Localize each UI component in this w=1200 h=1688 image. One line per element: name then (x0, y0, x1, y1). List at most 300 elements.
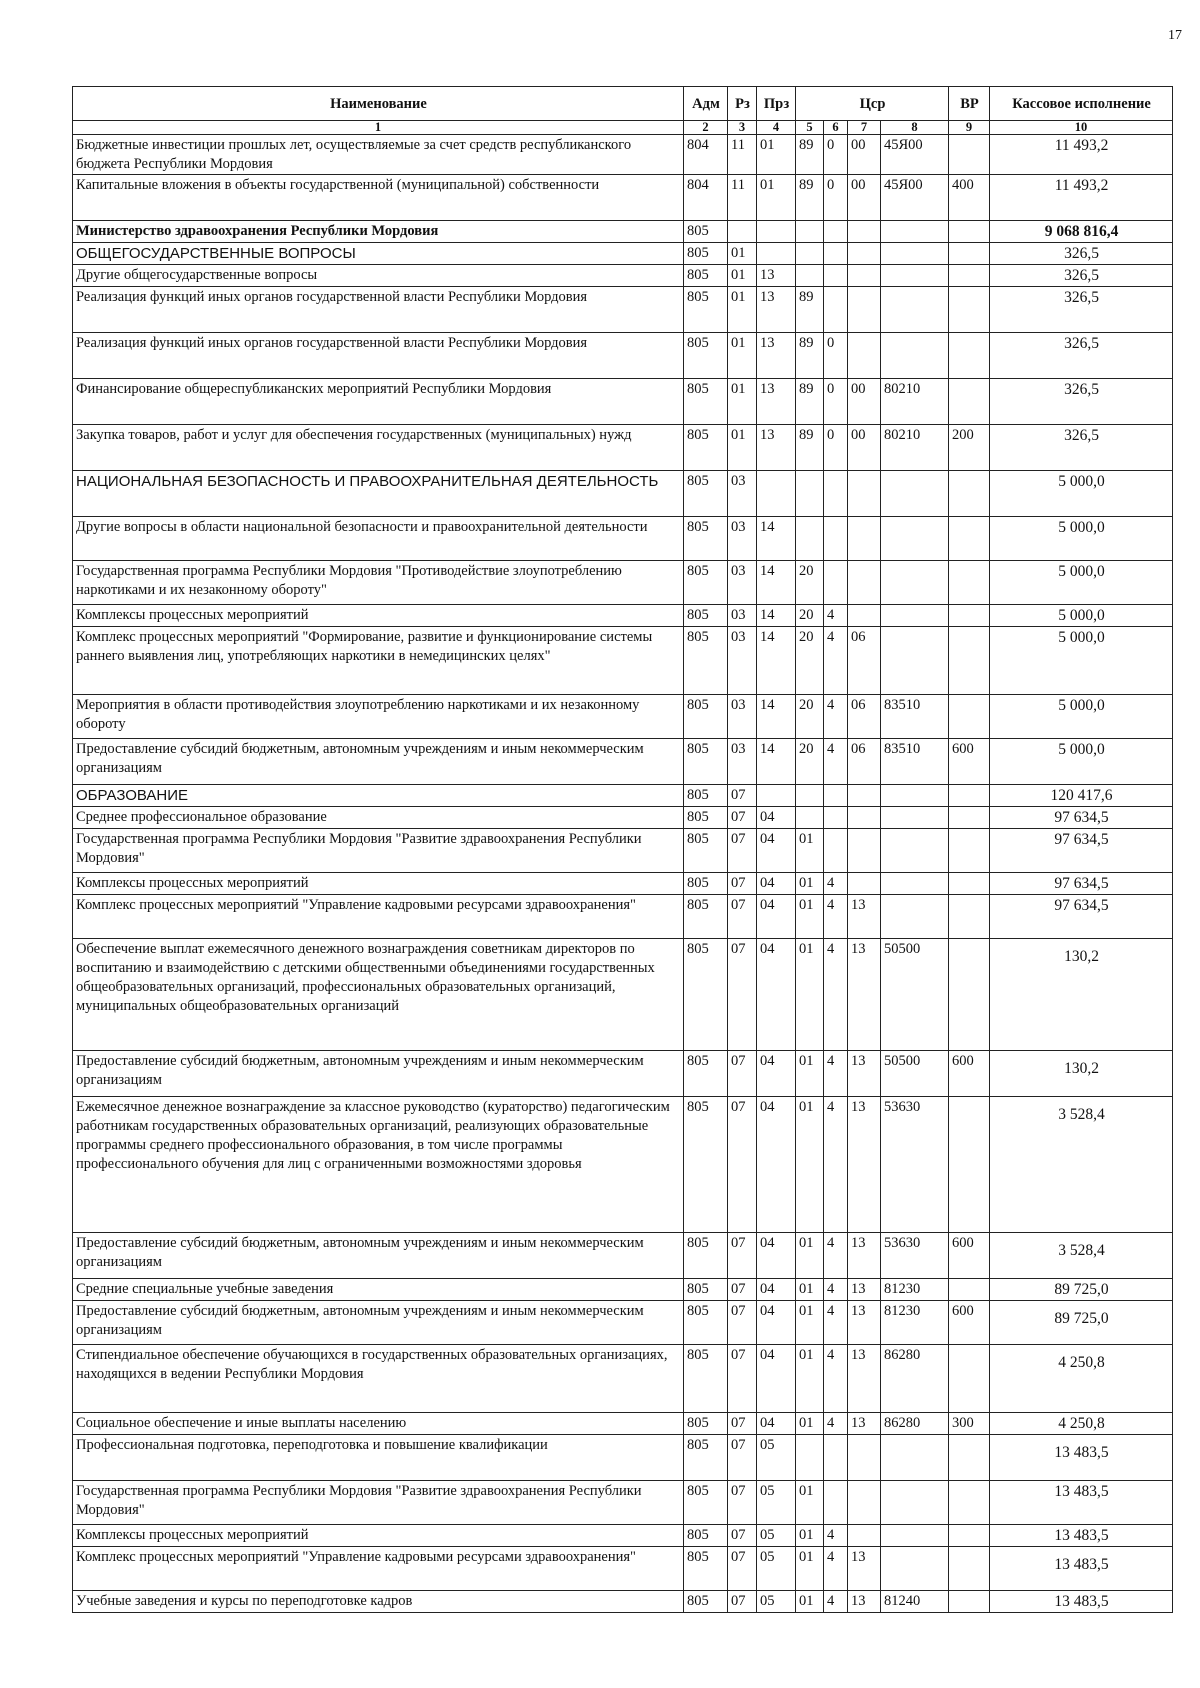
row-csr-direction (881, 221, 949, 243)
row-amount: 5 000,0 (990, 605, 1173, 627)
row-prz: 14 (757, 627, 796, 695)
row-csr-type: 4 (824, 1279, 848, 1301)
row-name: Стипендиальное обеспечение обучающихся в государственных образовательных организациях, находящихся в ведении Республики Мордовия (73, 1345, 684, 1413)
column-number: 3 (728, 121, 757, 135)
row-csr-direction (881, 605, 949, 627)
row-adm: 805 (684, 265, 728, 287)
table-row (73, 1301, 1173, 1345)
row-name: Комплекс процессных мероприятий "Управление кадровыми ресурсами здравоохранения" (73, 895, 684, 939)
row-csr-subprogram: 13 (848, 1233, 881, 1279)
row-vr (949, 1279, 990, 1301)
row-csr-type: 4 (824, 1097, 848, 1233)
row-adm: 805 (684, 739, 728, 785)
row-prz (757, 243, 796, 265)
column-number: 2 (684, 121, 728, 135)
row-csr-subprogram: 13 (848, 1097, 881, 1233)
row-csr-subprogram: 13 (848, 1591, 881, 1613)
row-csr-program: 01 (796, 873, 824, 895)
row-vr (949, 695, 990, 739)
row-rz: 07 (728, 1301, 757, 1345)
row-csr-subprogram: 13 (848, 1547, 881, 1591)
row-name: Государственная программа Республики Мордовия "Развитие здравоохранения Республики Мордовия" (73, 829, 684, 873)
row-prz: 13 (757, 333, 796, 379)
row-csr-subprogram (848, 265, 881, 287)
row-vr: 600 (949, 1301, 990, 1345)
row-csr-direction (881, 243, 949, 265)
row-name: Среднее профессиональное образование (73, 807, 684, 829)
row-vr (949, 1435, 990, 1481)
row-prz: 05 (757, 1481, 796, 1525)
row-csr-direction (881, 807, 949, 829)
table-row (73, 1097, 1173, 1233)
row-prz: 13 (757, 287, 796, 333)
row-csr-direction: 83510 (881, 695, 949, 739)
row-vr (949, 287, 990, 333)
row-prz: 04 (757, 807, 796, 829)
row-rz: 01 (728, 265, 757, 287)
row-csr-direction: 53630 (881, 1097, 949, 1233)
budget-table (72, 86, 1173, 1613)
table-row (73, 1233, 1173, 1279)
row-prz: 14 (757, 739, 796, 785)
row-vr (949, 895, 990, 939)
row-adm: 805 (684, 1547, 728, 1591)
table-row (73, 287, 1173, 333)
row-adm: 805 (684, 627, 728, 695)
row-csr-direction (881, 333, 949, 379)
table-row (73, 265, 1173, 287)
row-rz: 07 (728, 807, 757, 829)
row-csr-direction (881, 1547, 949, 1591)
row-name: Средние специальные учебные заведения (73, 1279, 684, 1301)
row-amount: 97 634,5 (990, 873, 1173, 895)
row-csr-direction: 80210 (881, 425, 949, 471)
row-amount: 13 483,5 (990, 1591, 1173, 1613)
row-prz: 05 (757, 1547, 796, 1591)
row-csr-type: 0 (824, 175, 848, 221)
row-amount: 326,5 (990, 265, 1173, 287)
row-prz: 13 (757, 265, 796, 287)
column-number: 4 (757, 121, 796, 135)
row-name: Закупка товаров, работ и услуг для обеспечения государственных (муниципальных) нужд (73, 425, 684, 471)
row-csr-program: 89 (796, 333, 824, 379)
row-csr-type (824, 1481, 848, 1525)
row-vr (949, 785, 990, 807)
row-rz: 01 (728, 425, 757, 471)
row-rz: 07 (728, 873, 757, 895)
row-csr-subprogram (848, 243, 881, 265)
row-vr (949, 265, 990, 287)
row-csr-program (796, 517, 824, 561)
column-number: 9 (949, 121, 990, 135)
row-csr-type: 4 (824, 895, 848, 939)
header-name: Наименование (73, 87, 684, 121)
row-vr (949, 471, 990, 517)
row-csr-program: 20 (796, 695, 824, 739)
row-csr-subprogram (848, 829, 881, 873)
column-number: 5 (796, 121, 824, 135)
row-rz: 11 (728, 135, 757, 175)
row-csr-type (824, 785, 848, 807)
row-csr-subprogram: 13 (848, 1345, 881, 1413)
row-csr-type (824, 1435, 848, 1481)
row-csr-type (824, 243, 848, 265)
row-name: Обеспечение выплат ежемесячного денежного вознаграждения советникам директоров по воспитанию и взаимодействию с детскими общественными объединениями государственных общеобразовательных организаций, профессиональных образовательных организаций, муниципальных общеобразовательных организаций (73, 939, 684, 1051)
row-csr-program: 01 (796, 1591, 824, 1613)
row-adm: 805 (684, 829, 728, 873)
row-csr-program (796, 243, 824, 265)
table-row (73, 379, 1173, 425)
table-row (73, 333, 1173, 379)
row-csr-program: 01 (796, 1345, 824, 1413)
row-prz: 04 (757, 829, 796, 873)
row-csr-subprogram: 00 (848, 425, 881, 471)
row-adm: 805 (684, 785, 728, 807)
row-name: Предоставление субсидий бюджетным, автономным учреждениям и иным некоммерческим организациям (73, 1301, 684, 1345)
table-row (73, 1591, 1173, 1613)
row-name: Комплексы процессных мероприятий (73, 1525, 684, 1547)
row-name: Реализация функций иных органов государственной власти Республики Мордовия (73, 333, 684, 379)
row-rz: 03 (728, 517, 757, 561)
row-csr-type: 4 (824, 1591, 848, 1613)
row-vr (949, 939, 990, 1051)
row-amount: 120 417,6 (990, 785, 1173, 807)
row-prz: 14 (757, 517, 796, 561)
row-csr-direction (881, 895, 949, 939)
row-csr-program (796, 221, 824, 243)
row-csr-program: 01 (796, 1233, 824, 1279)
row-csr-subprogram: 00 (848, 379, 881, 425)
row-csr-program: 89 (796, 379, 824, 425)
table-row (73, 221, 1173, 243)
row-csr-type: 4 (824, 1233, 848, 1279)
row-vr: 600 (949, 1051, 990, 1097)
row-rz: 07 (728, 939, 757, 1051)
row-csr-program: 01 (796, 1301, 824, 1345)
row-adm: 805 (684, 895, 728, 939)
row-csr-direction (881, 627, 949, 695)
row-csr-type: 4 (824, 739, 848, 785)
row-csr-subprogram: 06 (848, 627, 881, 695)
page-number: 17 (1168, 28, 1182, 43)
row-name: Другие общегосударственные вопросы (73, 265, 684, 287)
row-prz: 04 (757, 1301, 796, 1345)
row-csr-program: 89 (796, 425, 824, 471)
row-csr-subprogram: 13 (848, 1051, 881, 1097)
row-csr-direction (881, 1481, 949, 1525)
table-row (73, 1279, 1173, 1301)
row-csr-program: 01 (796, 895, 824, 939)
row-adm: 805 (684, 939, 728, 1051)
row-csr-direction: 81230 (881, 1279, 949, 1301)
row-vr (949, 243, 990, 265)
row-prz: 14 (757, 695, 796, 739)
row-csr-subprogram (848, 561, 881, 605)
header-row (73, 87, 1173, 121)
row-csr-program: 01 (796, 1481, 824, 1525)
row-adm: 805 (684, 517, 728, 561)
table-row (73, 939, 1173, 1051)
row-prz: 05 (757, 1591, 796, 1613)
row-csr-program (796, 471, 824, 517)
row-csr-direction: 83510 (881, 739, 949, 785)
table-row (73, 627, 1173, 695)
row-prz: 14 (757, 605, 796, 627)
row-csr-program (796, 265, 824, 287)
row-csr-type: 0 (824, 425, 848, 471)
row-adm: 805 (684, 605, 728, 627)
row-prz: 13 (757, 379, 796, 425)
row-adm: 805 (684, 873, 728, 895)
row-rz: 11 (728, 175, 757, 221)
row-name: Предоставление субсидий бюджетным, автономным учреждениям и иным некоммерческим организациям (73, 1051, 684, 1097)
row-name: Финансирование общереспубликанских мероприятий Республики Мордовия (73, 379, 684, 425)
row-csr-direction (881, 829, 949, 873)
row-adm: 805 (684, 1525, 728, 1547)
row-csr-subprogram (848, 807, 881, 829)
table-row (73, 873, 1173, 895)
header-rz: Рз (728, 87, 757, 121)
row-amount: 11 493,2 (990, 135, 1173, 175)
row-prz: 01 (757, 175, 796, 221)
row-csr-direction: 86280 (881, 1345, 949, 1413)
row-rz: 01 (728, 379, 757, 425)
row-adm: 805 (684, 1233, 728, 1279)
row-csr-subprogram: 06 (848, 739, 881, 785)
table-row (73, 425, 1173, 471)
row-csr-direction: 81240 (881, 1591, 949, 1613)
table-row (73, 517, 1173, 561)
row-name: Реализация функций иных органов государственной власти Республики Мордовия (73, 287, 684, 333)
row-name: Предоставление субсидий бюджетным, автономным учреждениям и иным некоммерческим организациям (73, 739, 684, 785)
row-rz: 07 (728, 1345, 757, 1413)
row-adm: 805 (684, 1481, 728, 1525)
row-adm: 805 (684, 1591, 728, 1613)
row-prz: 04 (757, 1051, 796, 1097)
table-row (73, 135, 1173, 175)
row-name: Комплекс процессных мероприятий "Формирование, развитие и функционирование системы раннего выявления лиц, употребляющих наркотики в немедицинских целях" (73, 627, 684, 695)
row-amount: 326,5 (990, 333, 1173, 379)
row-adm: 805 (684, 221, 728, 243)
row-csr-subprogram (848, 333, 881, 379)
row-csr-program: 01 (796, 1279, 824, 1301)
row-amount: 5 000,0 (990, 739, 1173, 785)
column-number-row (73, 121, 1173, 135)
row-adm: 804 (684, 175, 728, 221)
table-row (73, 1345, 1173, 1413)
row-adm: 805 (684, 1279, 728, 1301)
row-vr: 300 (949, 1413, 990, 1435)
row-vr: 200 (949, 425, 990, 471)
row-name: Предоставление субсидий бюджетным, автономным учреждениям и иным некоммерческим организациям (73, 1233, 684, 1279)
row-csr-type: 0 (824, 333, 848, 379)
row-amount: 13 483,5 (990, 1525, 1173, 1547)
row-csr-program (796, 785, 824, 807)
row-prz (757, 785, 796, 807)
row-vr (949, 221, 990, 243)
row-name: Бюджетные инвестиции прошлых лет, осуществляемые за счет средств республиканского бюджета Республики Мордовия (73, 135, 684, 175)
row-adm: 805 (684, 379, 728, 425)
row-csr-type (824, 287, 848, 333)
row-amount: 13 483,5 (990, 1547, 1173, 1591)
row-adm: 804 (684, 135, 728, 175)
row-csr-direction: 45Я00 (881, 175, 949, 221)
row-csr-subprogram (848, 1435, 881, 1481)
row-csr-type: 4 (824, 1547, 848, 1591)
row-csr-type (824, 471, 848, 517)
row-amount: 326,5 (990, 425, 1173, 471)
table-row (73, 1435, 1173, 1481)
row-csr-direction (881, 785, 949, 807)
row-csr-direction (881, 1435, 949, 1481)
row-adm: 805 (684, 1345, 728, 1413)
column-number: 8 (881, 121, 949, 135)
row-csr-subprogram: 13 (848, 939, 881, 1051)
row-prz: 05 (757, 1435, 796, 1481)
row-vr (949, 829, 990, 873)
row-amount: 13 483,5 (990, 1481, 1173, 1525)
row-csr-direction: 53630 (881, 1233, 949, 1279)
row-rz: 07 (728, 1413, 757, 1435)
row-csr-subprogram: 13 (848, 1413, 881, 1435)
row-rz: 07 (728, 1097, 757, 1233)
row-rz: 03 (728, 605, 757, 627)
row-adm: 805 (684, 1097, 728, 1233)
row-csr-type: 4 (824, 873, 848, 895)
row-prz: 04 (757, 1413, 796, 1435)
row-rz: 03 (728, 561, 757, 605)
row-csr-program: 20 (796, 739, 824, 785)
row-adm: 805 (684, 561, 728, 605)
row-csr-type: 4 (824, 939, 848, 1051)
row-csr-direction: 45Я00 (881, 135, 949, 175)
row-prz: 04 (757, 1233, 796, 1279)
row-csr-type: 4 (824, 627, 848, 695)
row-csr-direction (881, 873, 949, 895)
column-number: 6 (824, 121, 848, 135)
row-name: Комплексы процессных мероприятий (73, 605, 684, 627)
row-csr-type (824, 561, 848, 605)
row-name: Комплекс процессных мероприятий "Управление кадровыми ресурсами здравоохранения" (73, 1547, 684, 1591)
row-csr-subprogram (848, 785, 881, 807)
table-row (73, 175, 1173, 221)
row-csr-type: 4 (824, 695, 848, 739)
row-csr-program: 01 (796, 829, 824, 873)
row-csr-program: 20 (796, 605, 824, 627)
row-name: Министерство здравоохранения Республики Мордовия (73, 221, 684, 243)
row-csr-subprogram (848, 873, 881, 895)
row-rz: 01 (728, 287, 757, 333)
row-vr: 400 (949, 175, 990, 221)
table-row (73, 605, 1173, 627)
row-amount: 5 000,0 (990, 471, 1173, 517)
row-rz: 07 (728, 1547, 757, 1591)
row-name: Комплексы процессных мероприятий (73, 873, 684, 895)
row-amount: 130,2 (990, 939, 1173, 1051)
row-name: НАЦИОНАЛЬНАЯ БЕЗОПАСНОСТЬ И ПРАВООХРАНИТЕЛЬНАЯ ДЕЯТЕЛЬНОСТЬ (73, 471, 684, 517)
table-row (73, 695, 1173, 739)
row-vr (949, 1481, 990, 1525)
row-csr-direction (881, 265, 949, 287)
table-row (73, 1525, 1173, 1547)
table-row (73, 1481, 1173, 1525)
row-amount: 9 068 816,4 (990, 221, 1173, 243)
row-csr-type (824, 829, 848, 873)
row-adm: 805 (684, 807, 728, 829)
row-rz: 07 (728, 1279, 757, 1301)
row-rz: 07 (728, 1591, 757, 1613)
row-csr-program: 01 (796, 1525, 824, 1547)
row-name: Ежемесячное денежное вознаграждение за классное руководство (кураторство) педагогическим работникам государственных образовательных организаций, реализующих образовательные программы среднего профессионального образования, в том числе программы профессионального обучения для лиц с ограниченными возможностями здоровья (73, 1097, 684, 1233)
row-amount: 11 493,2 (990, 175, 1173, 221)
row-adm: 805 (684, 243, 728, 265)
row-csr-direction: 50500 (881, 939, 949, 1051)
row-amount: 5 000,0 (990, 517, 1173, 561)
row-vr: 600 (949, 739, 990, 785)
row-csr-direction (881, 517, 949, 561)
row-csr-direction: 80210 (881, 379, 949, 425)
row-amount: 89 725,0 (990, 1301, 1173, 1345)
row-csr-subprogram (848, 605, 881, 627)
row-csr-subprogram (848, 471, 881, 517)
row-csr-type: 0 (824, 379, 848, 425)
row-adm: 805 (684, 695, 728, 739)
row-rz: 03 (728, 695, 757, 739)
row-vr (949, 1097, 990, 1233)
row-rz: 07 (728, 1435, 757, 1481)
row-vr (949, 561, 990, 605)
row-amount: 97 634,5 (990, 807, 1173, 829)
row-csr-subprogram (848, 1525, 881, 1547)
row-vr (949, 1525, 990, 1547)
row-prz: 14 (757, 561, 796, 605)
row-rz: 03 (728, 471, 757, 517)
row-csr-direction (881, 471, 949, 517)
table-row (73, 243, 1173, 265)
column-number: 1 (73, 121, 684, 135)
row-vr (949, 627, 990, 695)
row-csr-program: 20 (796, 561, 824, 605)
row-prz: 13 (757, 425, 796, 471)
row-rz: 07 (728, 895, 757, 939)
row-csr-subprogram (848, 1481, 881, 1525)
row-adm: 805 (684, 333, 728, 379)
row-amount: 326,5 (990, 379, 1173, 425)
row-csr-type: 4 (824, 1051, 848, 1097)
row-adm: 805 (684, 1051, 728, 1097)
row-amount: 5 000,0 (990, 695, 1173, 739)
row-amount: 97 634,5 (990, 829, 1173, 873)
row-rz (728, 221, 757, 243)
row-csr-subprogram: 13 (848, 895, 881, 939)
row-amount: 326,5 (990, 243, 1173, 265)
row-csr-type: 4 (824, 605, 848, 627)
row-amount: 326,5 (990, 287, 1173, 333)
row-name: ОБРАЗОВАНИЕ (73, 785, 684, 807)
row-amount: 97 634,5 (990, 895, 1173, 939)
row-adm: 805 (684, 1435, 728, 1481)
row-rz: 01 (728, 333, 757, 379)
row-csr-direction: 81230 (881, 1301, 949, 1345)
row-amount: 130,2 (990, 1051, 1173, 1097)
table-row (73, 471, 1173, 517)
table-row (73, 561, 1173, 605)
row-adm: 805 (684, 1413, 728, 1435)
row-csr-subprogram (848, 221, 881, 243)
row-adm: 805 (684, 1301, 728, 1345)
row-rz: 07 (728, 785, 757, 807)
row-csr-subprogram (848, 517, 881, 561)
